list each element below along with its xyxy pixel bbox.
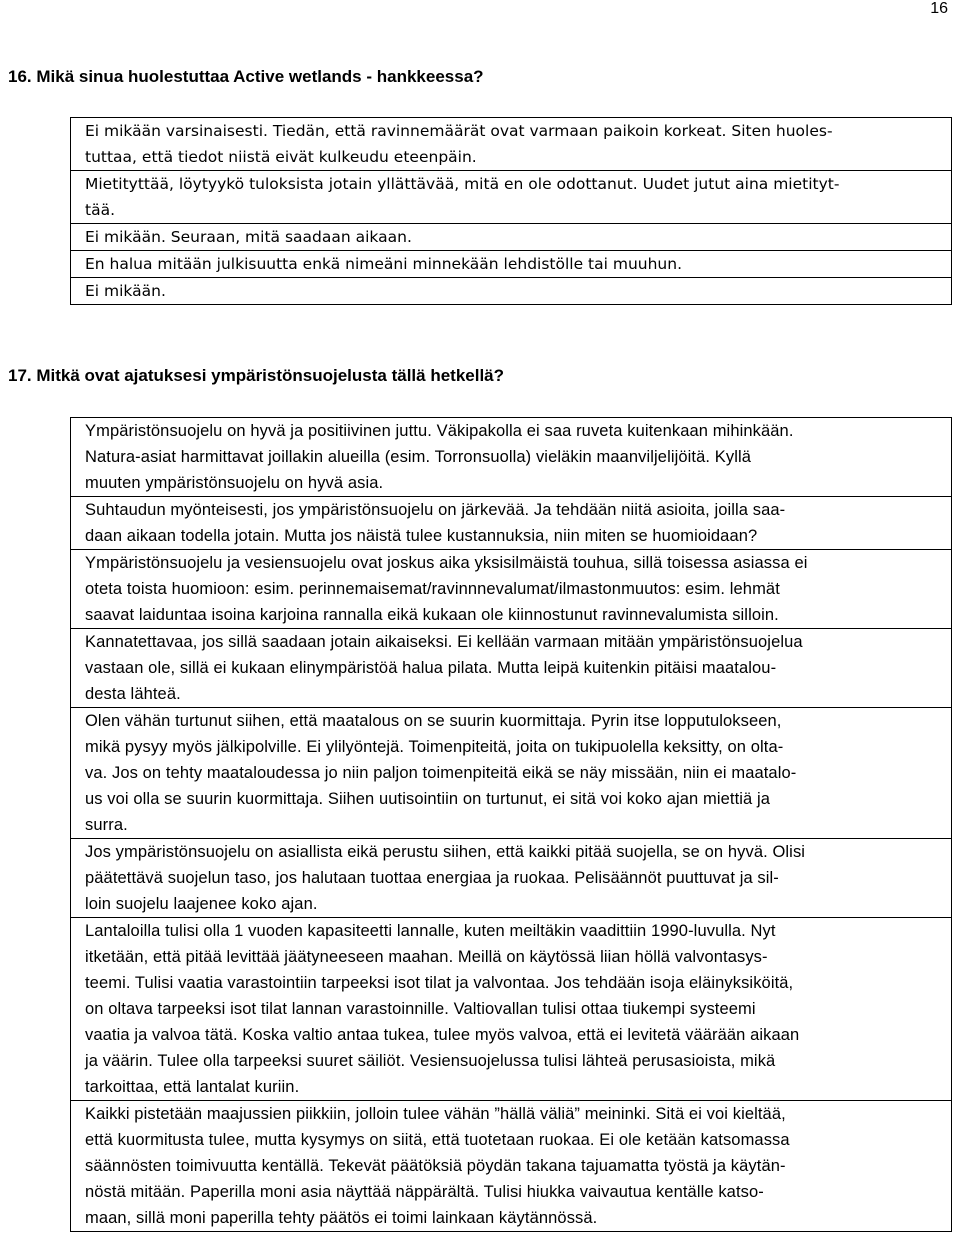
question-17-answers-table (70, 417, 952, 1232)
table-row (71, 224, 952, 251)
answer-cell (71, 918, 952, 1101)
answer-line: itketään, että pitää levittää jäätyneeseen maahan. Meillä on käytössä liian höllä valvontasys- (85, 948, 768, 966)
answer-line: tarkoittaa, että lantalat kuriin. (85, 1078, 300, 1096)
answer-line: maan, sillä moni paperilla tehty päätös ei toimi lainkaan käytännössä. (85, 1209, 598, 1227)
answer-line: mikä pysyy myös jälkipolville. Ei ylilyöntejä. Toimenpiteitä, joita on tukipuolella keksitty, on olta- (85, 738, 784, 756)
answer-line: Lantaloilla tulisi olla 1 vuoden kapasiteetti lannalle, kuten meiltäkin vaadittiin 1990-luvulla. Nyt (85, 922, 776, 940)
table-row (71, 278, 952, 305)
table-row (71, 251, 952, 278)
question-16-heading: 16. Mikä sinua huolestuttaa Active wetlands - hankkeessa? (8, 67, 484, 86)
answer-cell (71, 224, 952, 251)
answer-line: teemi. Tulisi vaatia varastointiin tarpeeksi isot tilat ja valvontaa. Jos tehdään isoja eläinyksiköitä, (85, 974, 794, 992)
answer-line: tää. (85, 201, 116, 219)
answer-line: daan aikaan todella jotain. Mutta jos näistä tulee kustannuksia, niin miten se huomioidaan? (85, 527, 758, 545)
answer-line: on oltava tarpeeksi isot tilat lannan varastoinnille. Valtiovallan tulisi ottaa tiukempi systeemi (85, 1000, 756, 1018)
answer-line: ja väärin. Tulee olla tarpeeksi suuret säiliöt. Vesiensuojelussa tulisi lähteä perusasioista, mikä (85, 1052, 776, 1070)
answer-cell (71, 708, 952, 839)
answer-cell (71, 118, 952, 171)
answer-line: oteta toista huomioon: esim. perinnemaisemat/ravinnnevalumat/ilmastonmuutos: esim. lehmät (85, 580, 780, 598)
table-row (71, 918, 952, 1101)
answer-line: Kaikki pistetään maajussien piikkiin, jolloin tulee vähän ”hällä väliä” meininki. Sitä ei voi kieltää, (85, 1105, 786, 1123)
answer-line: Ei mikään varsinaisesti. Tiedän, että ravinnemäärät ovat varmaan paikoin korkeat. Siten huoles- (85, 122, 833, 140)
answer-line: va. Jos on tehty maataloudessa jo niin paljon toimenpiteitä eikä se näy missään, niin ei maatalo- (85, 764, 797, 782)
answer-line: tuttaa, että tiedot niistä eivät kulkeudu eteenpäin. (85, 148, 477, 166)
answer-line: Jos ympäristönsuojelu on asiallista eikä perustu siihen, että kaikki pitää suojella, se on hyvä. Olisi (85, 843, 806, 861)
answer-line: muuten ympäristönsuojelu on hyvä asia. (85, 474, 384, 492)
answer-line: Kannatettavaa, jos sillä saadaan jotain aikaiseksi. Ei kellään varmaan mitään ympäristönsuojelua (85, 633, 803, 651)
answer-line: Natura-asiat harmittavat joillakin alueilla (esim. Torronsuolla) vieläkin maanviljelijöitä. Kyllä (85, 448, 752, 466)
table-row (71, 708, 952, 839)
answer-cell (71, 1101, 952, 1232)
answer-cell (71, 497, 952, 550)
page-number: 16 (930, 0, 948, 17)
answer-cell (71, 839, 952, 918)
answer-line: nöstä mitään. Paperilla moni asia näyttää näppärältä. Tulisi hiukka vaivautua kentälle katso- (85, 1183, 764, 1201)
answer-line: että kuormitusta tulee, mutta kysymys on siitä, että tuotetaan ruokaa. Ei ole ketään katsomassa (85, 1131, 790, 1149)
answer-line: Suhtaudun myönteisesti, jos ympäristönsuojelu on järkevää. Ja tehdään niitä asioita, joilla saa- (85, 501, 786, 519)
answer-cell (71, 629, 952, 708)
table-row (71, 629, 952, 708)
answer-cell (71, 251, 952, 278)
answer-cell (71, 418, 952, 497)
question-16-answers-table (70, 117, 952, 305)
answer-line: Ympäristönsuojelu ja vesiensuojelu ovat joskus aika yksisilmäistä touhua, sillä toisessa asiassa ei (85, 554, 808, 572)
answer-line: Mietityttää, löytyykö tuloksista jotain yllättävää, mitä en ole odottanut. Uudet jutut aina mietityt- (85, 175, 840, 193)
answer-line: desta lähteä. (85, 685, 181, 703)
answer-line: us voi olla se suurin kuormittaja. Siihen uutisointiin on turtunut, ei sitä voi koko ajan miettiä ja (85, 790, 771, 808)
answer-cell (71, 171, 952, 224)
answer-cell (71, 550, 952, 629)
answer-line: surra. (85, 816, 128, 834)
answer-line: Ei mikään. (85, 282, 166, 300)
answer-line: säännösten toimivuutta kentällä. Tekevät päätöksiä pöydän takana tajuamatta työstä ja käytän- (85, 1157, 786, 1175)
answer-line: päätettävä suojelun taso, jos halutaan tuottaa energiaa ja ruokaa. Pelisäännöt puuttuvat ja sil- (85, 869, 779, 887)
table-row (71, 497, 952, 550)
answer-line: Ei mikään. Seuraan, mitä saadaan aikaan. (85, 228, 412, 246)
answer-line: Olen vähän turtunut siihen, että maatalous on se suurin kuormittaja. Pyrin itse lopputulokseen, (85, 712, 782, 730)
table-row (71, 418, 952, 497)
answer-line: loin suojelu laajenee koko ajan. (85, 895, 318, 913)
answer-line: Ympäristönsuojelu on hyvä ja positiivinen juttu. Väkipakolla ei saa ruveta kuitenkaan mihinkään. (85, 422, 794, 440)
table-row (71, 1101, 952, 1232)
table-row (71, 171, 952, 224)
question-17-heading: 17. Mitkä ovat ajatuksesi ympäristönsuojelusta tällä hetkellä? (8, 366, 505, 385)
answer-line: vastaan ole, sillä ei kukaan elinympäristöä halua pilata. Mutta leipä kuitenkin pitäisi maatalou- (85, 659, 777, 677)
answer-cell (71, 278, 952, 305)
table-row (71, 118, 952, 171)
table-row (71, 550, 952, 629)
table-row (71, 839, 952, 918)
answer-line: vaatia ja valvoa tätä. Koska valtio antaa tukea, tulee myös valvoa, että ei levitetä väärään aikaan (85, 1026, 800, 1044)
answer-line: En halua mitään julkisuutta enkä nimeäni minnekään lehdistölle tai muuhun. (85, 255, 682, 273)
answer-line: saavat laiduntaa isoina karjoina rannalla eikä kukaan ole kiinnostunut ravinnevalumista silloin. (85, 606, 779, 624)
